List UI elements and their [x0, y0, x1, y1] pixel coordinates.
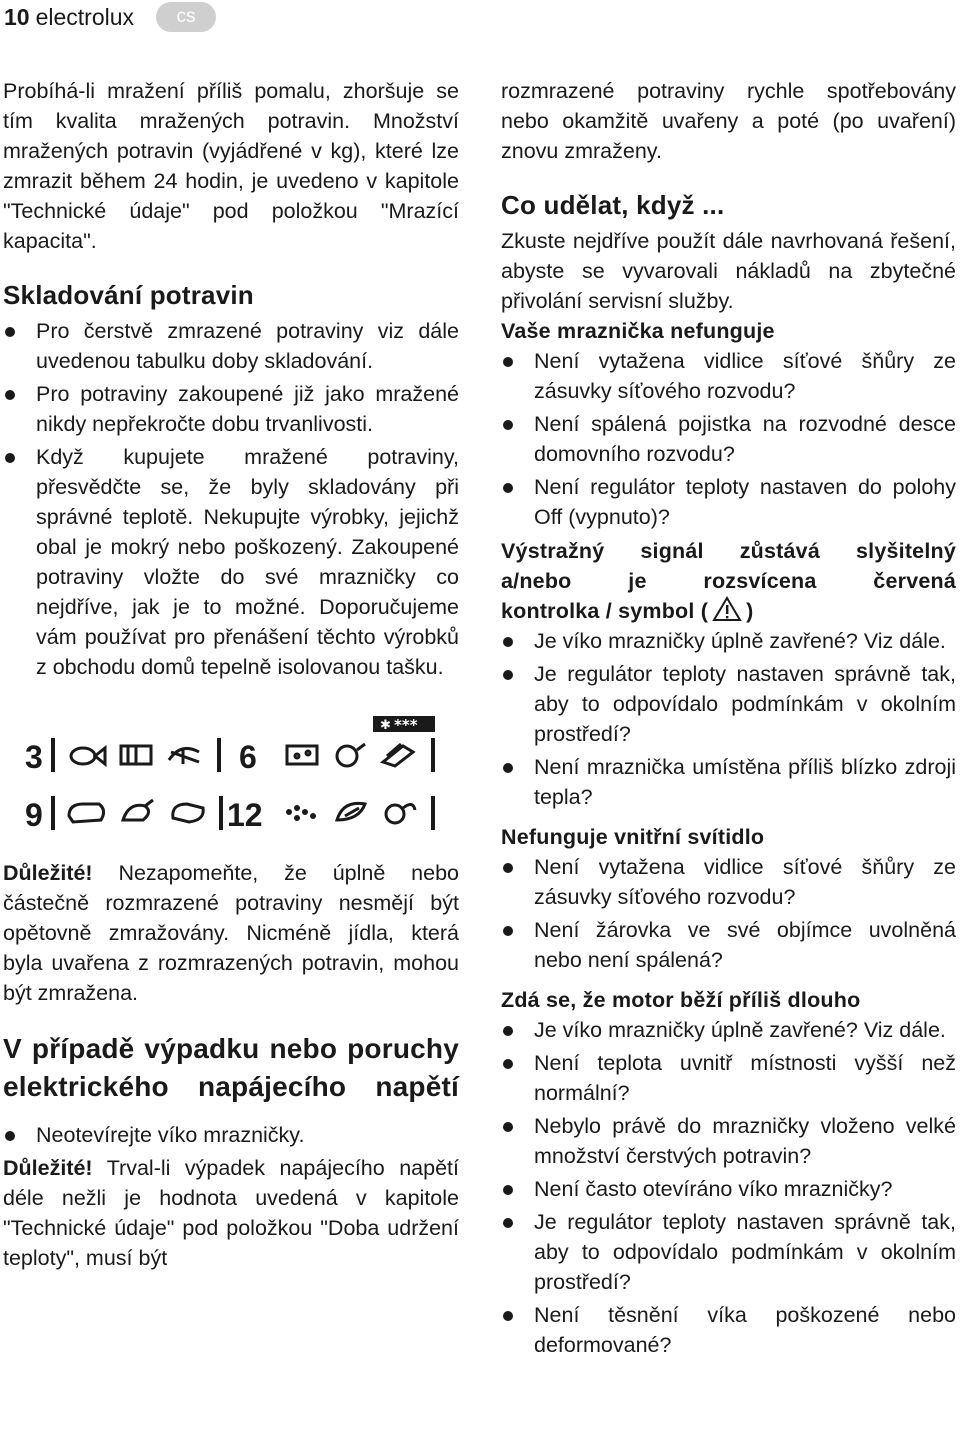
- list-item-text: Není žárovka ve své objímce uvolněná nebo není spálená?: [534, 918, 956, 972]
- list-item-text: Není vytažena vidlice síťové šňůry ze zásuvky síťového rozvodu?: [534, 855, 956, 909]
- separator-bar: [51, 796, 55, 830]
- bullet-icon: [503, 1218, 513, 1228]
- important-label: Důležité!: [3, 1156, 93, 1180]
- separator-bar: [431, 738, 435, 772]
- bullet-icon: [5, 327, 15, 337]
- list-item-text: Pro potraviny zakoupené již jako mražené nikdy nepřekročte dobu trvanlivosti.: [36, 382, 459, 436]
- bullet-icon: [503, 1122, 513, 1132]
- bread-icon: [121, 746, 151, 764]
- separator-bar: [431, 796, 435, 830]
- list-item-text: Je regulátor teploty nastaven správně tak, aby to odpovídalo podmínkám v okolním prostředí?: [534, 1210, 956, 1294]
- important-note-outage: [3, 1153, 459, 1273]
- important-text: Nezapomeňte, že úplně nebo částečně rozmrazené potraviny nesmějí být opětovně zmražovány. Nicméně jídla, která byla uvařena z rozmrazených potravin, mohou být zmražena.: [3, 861, 459, 1005]
- separator-bar: [219, 796, 223, 830]
- interior-light-list: [501, 852, 956, 975]
- alarm-heading-text: kontrolka / symbol (: [501, 599, 709, 623]
- bullet-icon: [503, 637, 513, 647]
- bullet-icon: [5, 453, 15, 463]
- beef-icon: [173, 804, 203, 822]
- list-item: [501, 1048, 956, 1108]
- game-bird-icon: [123, 800, 153, 820]
- list-item-text: Je víko mrazničky úplně zavřené? Viz dále.: [534, 629, 946, 653]
- power-outage-heading: V případě výpadku nebo poruchy elektrického napájecího napětí: [3, 1033, 459, 1102]
- important-note-thawed: [3, 858, 459, 1008]
- continuation-paragraph: rozmrazené potraviny rychle spotřebovány nebo okamžitě uvařeny a poté (po uvaření) znovu zmraženy.: [501, 79, 956, 163]
- list-item: [3, 379, 459, 439]
- storage-time-symbols-figure: [3, 716, 443, 836]
- warning-triangle-icon: [712, 596, 742, 622]
- list-item-text: Není vytažena vidlice síťové šňůry ze zásuvky síťového rozvodu?: [534, 349, 956, 403]
- storage-list: [3, 316, 459, 682]
- storage-time-symbols: [3, 716, 459, 836]
- list-item-text: Je regulátor teploty nastaven správně tak, aby to odpovídalo podmínkám v okolním prostředí?: [534, 662, 956, 746]
- bullet-icon: [5, 390, 15, 400]
- list-item: [501, 472, 956, 532]
- bullet-icon: [503, 1311, 513, 1321]
- freezer-not-working-heading: Vaše mraznička nefunguje: [501, 319, 775, 343]
- beans-icon: [337, 803, 365, 820]
- fish-icon: [71, 748, 105, 764]
- right-column: [501, 76, 956, 1363]
- page-number: 10: [4, 3, 30, 30]
- list-item: [501, 752, 956, 812]
- list-item: [501, 1174, 956, 1204]
- alarm-heading-text: ): [746, 599, 754, 623]
- list-item: [501, 1300, 956, 1360]
- bullet-icon: [503, 483, 513, 493]
- list-item-text: Není spálená pojistka na rozvodné desce domovního rozvodu?: [534, 412, 956, 466]
- shrimp-icon: [169, 748, 199, 764]
- list-item-text: Není teplota uvnitř místnosti vyšší než normální?: [534, 1051, 956, 1105]
- separator-bar: [217, 738, 221, 772]
- troubleshooting-intro: Zkuste nejdříve použít dále navrhovaná řešení, abyste se vyvarovali nákladů na zbytečné přivolání servisní služby.: [501, 229, 956, 313]
- freezing-intro-paragraph: Probíhá-li mražení příliš pomalu, zhoršuje se tím kvalita mražených potravin. Množství mražených potravin (vyjádřené v kg), které lze zmrazit během 24 hodin, je uvedeno v kapitole "Technické údaje" pod položkou "Mrazící kapacita".: [3, 79, 459, 253]
- poultry-icon: [337, 744, 365, 766]
- months-label: 9: [25, 797, 43, 833]
- alarm-heading-line: [501, 596, 956, 626]
- freezer-not-working-list: [501, 346, 956, 532]
- bullet-icon: [503, 1026, 513, 1036]
- left-column: [3, 76, 459, 1273]
- list-item: [501, 915, 956, 975]
- motor-running-list: [501, 1015, 956, 1360]
- list-item: [501, 1111, 956, 1171]
- list-item: [501, 1015, 956, 1045]
- fruit-icon: [286, 805, 316, 821]
- lamb-icon: [386, 804, 415, 823]
- separator-bar: [51, 738, 55, 772]
- bullet-icon: [503, 670, 513, 680]
- bullet-icon: [503, 926, 513, 936]
- bullet-icon: [5, 1131, 15, 1141]
- alarm-heading: [501, 536, 956, 626]
- vegetables-icon: [383, 744, 413, 766]
- months-label: 6: [239, 739, 257, 775]
- alarm-list: [501, 626, 956, 812]
- motor-running-heading: Zdá se, že motor běží příliš dlouho: [501, 988, 861, 1012]
- star-rating-label: ***: [394, 716, 418, 734]
- bullet-icon: [503, 863, 513, 873]
- list-item: [501, 409, 956, 469]
- months-label: 3: [25, 739, 43, 775]
- list-item-text: Je víko mrazničky úplně zavřené? Viz dále.: [534, 1018, 946, 1042]
- bullet-icon: [503, 763, 513, 773]
- list-item: [3, 1120, 459, 1150]
- freezer-star-icon: [373, 716, 435, 734]
- list-item: [501, 626, 956, 656]
- list-item: [501, 346, 956, 406]
- list-item-text: Když kupujete mražené potraviny, přesvědčte se, že byly skladovány při správné teplotě. Nekupujte výrobky, jejichž obal je mokrý nebo poškozený. Zakoupené potraviny vložte do své mrazničky co nejdříve, jak je to možné. Doporučujeme vám používat pro přenášení těchto výrobků z obchodu domů tepelně isolovanou tašku.: [36, 445, 459, 679]
- bullet-icon: [503, 357, 513, 367]
- important-text: Trval-li výpadek napájecího napětí déle nežli je hodnota uvedená v kapitole "Technické údaje" pod položkou "Doba udržení teploty", musí být: [3, 1156, 459, 1270]
- page-header: [4, 0, 216, 34]
- list-item-text: Není těsnění víka poškozené nebo deformované?: [534, 1303, 956, 1357]
- list-item: [3, 442, 459, 682]
- list-item: [501, 659, 956, 749]
- list-item-text: Není regulátor teploty nastaven do polohy Off (vypnuto)?: [534, 475, 956, 529]
- power-outage-list: [3, 1120, 459, 1150]
- alarm-heading-line: Výstražný signál zůstává slyšitelný: [501, 539, 956, 563]
- brand-name: electrolux: [35, 3, 135, 30]
- troubleshooting-heading: Co udělat, když ...: [501, 190, 725, 220]
- interior-light-heading: Nefunguje vnitřní svítidlo: [501, 825, 765, 849]
- list-item: [3, 316, 459, 376]
- list-item-text: Pro čerstvě zmrazené potraviny viz dále uvedenou tabulku doby skladování.: [36, 319, 459, 373]
- storage-heading: Skladování potravin: [3, 280, 254, 310]
- list-item-text: Není mraznička umístěna příliš blízko zdroji tepla?: [534, 755, 956, 809]
- list-item-text: Neotevírejte víko mrazničky.: [36, 1123, 305, 1147]
- cheese-icon: [287, 746, 317, 764]
- list-item-text: Není často otevíráno víko mrazničky?: [534, 1177, 893, 1201]
- important-label: Důležité!: [3, 861, 93, 885]
- alarm-heading-line: a/nebo je rozsvícena červená: [501, 569, 956, 593]
- bullet-icon: [503, 1185, 513, 1195]
- language-badge: cs: [156, 2, 216, 32]
- svg-text:✱: ✱: [380, 718, 391, 733]
- bullet-icon: [503, 1059, 513, 1069]
- months-label: 12: [227, 797, 263, 833]
- bullet-icon: [503, 420, 513, 430]
- list-item: [501, 1207, 956, 1297]
- list-item-text: Nebylo právě do mrazničky vloženo velké množství čerstvých potravin?: [534, 1114, 956, 1168]
- list-item: [501, 852, 956, 912]
- pork-icon: [69, 804, 104, 822]
